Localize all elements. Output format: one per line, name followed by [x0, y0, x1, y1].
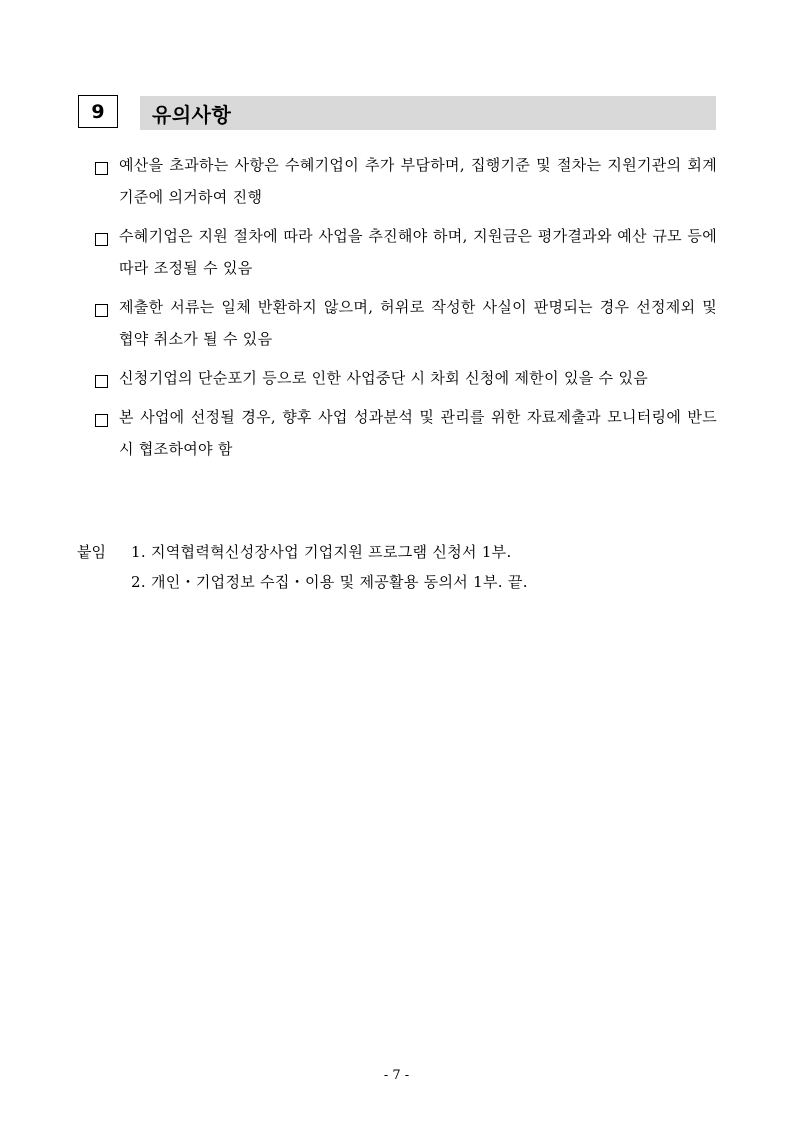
attachment-line: 1. 지역협력혁신성장사업 기업지원 프로그램 신청서 1부. — [131, 543, 512, 561]
page-number: - 7 - — [383, 1068, 410, 1083]
notice-list — [95, 155, 717, 478]
attachment-line: 2. 개인・기업정보 수집・이용 및 제공활용 동의서 1부. 끝. — [131, 573, 528, 591]
section-title: 유의사항 — [152, 102, 232, 127]
section-header — [78, 95, 716, 130]
attachment-row — [77, 567, 717, 597]
checkbox-icon — [95, 304, 108, 317]
notice-item — [95, 368, 717, 394]
attachment-label-spacer — [77, 567, 131, 597]
notice-item — [95, 226, 717, 284]
notice-item — [95, 155, 717, 213]
checkbox-icon — [95, 162, 108, 175]
attachment-row — [77, 537, 717, 567]
section-title-bar — [140, 96, 716, 130]
checkbox-icon — [95, 375, 108, 388]
notice-item — [95, 297, 717, 355]
checkbox-icon — [95, 414, 108, 427]
attachment-label: 붙임 — [77, 543, 106, 561]
section-number: 9 — [78, 95, 118, 128]
checkbox-icon — [95, 233, 108, 246]
notice-item — [95, 407, 717, 465]
notice-item-text: 신청기업의 단순포기 등으로 인한 사업중단 시 차회 신청에 제한이 있을 수 있음 — [119, 369, 649, 387]
notice-item-text: 예산을 초과하는 사항은 수혜기업이 추가 부담하며, 집행기준 및 절차는 지원기관의 회계기준에 의거하여 진행 — [119, 156, 717, 206]
notice-item-text: 본 사업에 선정될 경우, 향후 사업 성과분석 및 관리를 위한 자료제출과 모니터링에 반드시 협조하여야 함 — [119, 408, 717, 458]
attachments — [77, 537, 717, 597]
notice-item-text: 수혜기업은 지원 절차에 따라 사업을 추진해야 하며, 지원금은 평가결과와 예산 규모 등에 따라 조정될 수 있음 — [119, 227, 717, 277]
notice-item-text: 제출한 서류는 일체 반환하지 않으며, 허위로 작성한 사실이 판명되는 경우 선정제외 및 협약 취소가 될 수 있음 — [119, 298, 717, 348]
